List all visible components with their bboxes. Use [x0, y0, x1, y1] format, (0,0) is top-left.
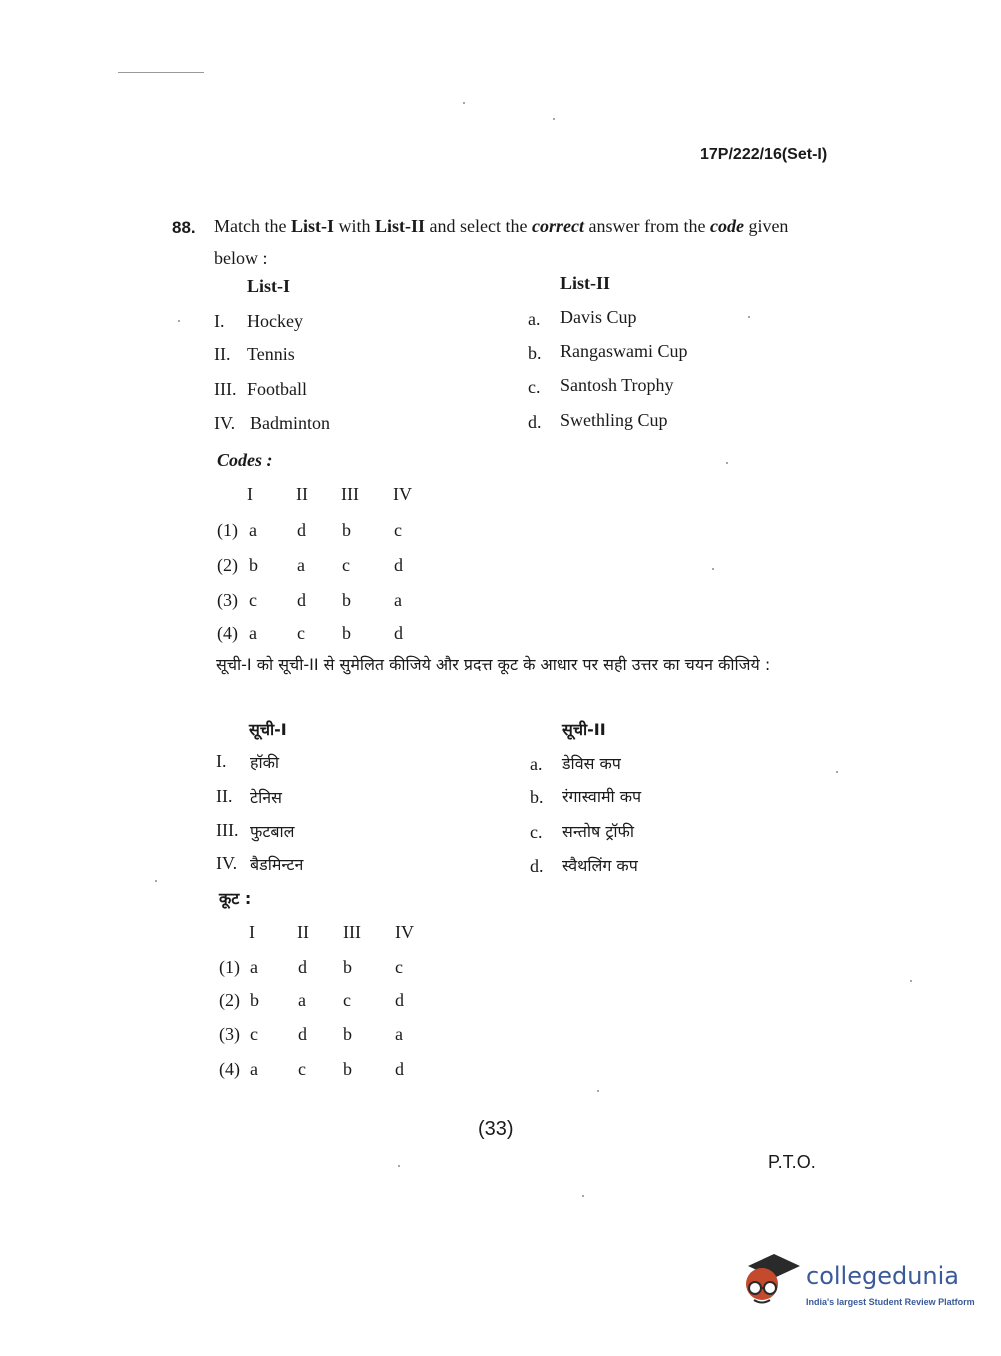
question-text-part: given below :	[214, 216, 789, 268]
code-value: b	[249, 555, 258, 575]
header-rule	[118, 72, 204, 73]
logo-tagline: India's largest Student Review Platform	[806, 1297, 975, 1307]
code-value: a	[297, 555, 305, 575]
code-value: c	[342, 555, 350, 575]
hindi-code-value: a	[298, 990, 306, 1010]
code-value: a	[394, 590, 402, 610]
code-option: (3)	[217, 590, 238, 610]
question-text-part: answer from the	[583, 216, 710, 236]
hindi-code-option: (2)	[219, 990, 240, 1010]
list2-item: Davis Cup	[560, 307, 637, 327]
question-list2-ref: List-II	[375, 216, 426, 236]
list1-num: I.	[214, 311, 225, 331]
hindi-list1-item: फुटबाल	[250, 822, 295, 841]
collegedunia-mascot-icon	[740, 1250, 804, 1310]
list2-letter: d.	[528, 412, 542, 432]
list2-letter: c.	[528, 377, 541, 397]
hindi-list2-letter: a.	[530, 754, 543, 774]
list2-letter: a.	[528, 309, 541, 329]
list1-num: IV.	[214, 413, 236, 433]
hindi-code-value: a	[395, 1024, 403, 1044]
hindi-list2-item: डेविस कप	[562, 754, 621, 773]
question-correct-word: correct	[532, 216, 584, 236]
scan-speck	[582, 1195, 584, 1197]
hindi-code-value: d	[395, 1059, 404, 1079]
hindi-list2-item: स्वैथलिंग कप	[562, 856, 638, 875]
list1-num: III.	[214, 379, 237, 399]
list2-letter: b.	[528, 343, 542, 363]
scan-speck	[553, 118, 555, 120]
hindi-list1-num: III.	[216, 820, 239, 840]
hindi-list1-title: सूची-I	[249, 720, 287, 739]
scan-speck	[712, 568, 714, 570]
hindi-code-value: c	[298, 1059, 306, 1079]
scan-speck	[748, 316, 750, 318]
scan-speck	[836, 771, 838, 773]
hindi-list1-num: IV.	[216, 853, 238, 873]
hindi-code-value: a	[250, 957, 258, 977]
question-text-part: with	[334, 216, 376, 236]
list2-item: Swethling Cup	[560, 410, 668, 430]
question-list1-ref: List-I	[290, 216, 334, 236]
question-text	[214, 210, 834, 274]
code-header: IV	[393, 484, 412, 504]
code-value: b	[342, 520, 351, 540]
list1-item: Football	[247, 379, 308, 399]
code-value: a	[249, 520, 257, 540]
hindi-list2-title: सूची-II	[562, 720, 606, 739]
pto-label: P.T.O.	[768, 1152, 816, 1172]
hindi-code-option: (3)	[219, 1024, 240, 1044]
hindi-code-value: d	[298, 957, 307, 977]
scan-speck	[463, 102, 465, 104]
code-value: b	[342, 623, 351, 643]
list1-item: Hockey	[247, 311, 303, 331]
code-header: III	[341, 484, 359, 504]
hindi-list2-letter: c.	[530, 822, 543, 842]
hindi-codes-label: कूट :	[219, 889, 252, 908]
code-value: d	[297, 520, 306, 540]
logo-wordmark: collegedunia	[806, 1262, 960, 1290]
code-option: (4)	[217, 623, 238, 643]
hindi-code-value: c	[250, 1024, 258, 1044]
question-text-part: Match the	[214, 216, 291, 236]
list2-item: Rangaswami Cup	[560, 341, 688, 361]
scan-speck	[398, 1165, 400, 1167]
hindi-list2-letter: b.	[530, 787, 544, 807]
hindi-code-value: b	[250, 990, 259, 1010]
code-value: b	[342, 590, 351, 610]
hindi-code-header: I	[249, 922, 255, 942]
code-value: d	[297, 590, 306, 610]
code-value: c	[297, 623, 305, 643]
scan-speck	[155, 880, 157, 882]
hindi-list1-item: हॉकी	[250, 753, 280, 772]
hindi-code-value: c	[343, 990, 351, 1010]
scan-speck	[597, 1090, 599, 1092]
scan-speck	[726, 462, 728, 464]
code-header: I	[247, 484, 253, 504]
code-option: (1)	[217, 520, 238, 540]
list1-item: Tennis	[247, 344, 295, 364]
hindi-code-header: II	[297, 922, 309, 942]
question-number: 88.	[172, 218, 196, 237]
code-value: d	[394, 555, 403, 575]
hindi-question-text: सूची-I को सूची-II से सुमेलित कीजिये और प्रदत्त कूट के आधार पर सही उत्तर का चयन कीजिये :	[216, 655, 771, 674]
hindi-code-option: (4)	[219, 1059, 240, 1079]
hindi-code-value: d	[298, 1024, 307, 1044]
list1-num: II.	[214, 344, 231, 364]
hindi-list1-item: टेनिस	[250, 788, 282, 807]
scan-speck	[178, 320, 180, 322]
question-text-part: and select the	[425, 216, 532, 236]
list2-item: Santosh Trophy	[560, 375, 674, 395]
code-header: II	[296, 484, 308, 504]
hindi-code-value: b	[343, 1024, 352, 1044]
hindi-code-value: b	[343, 957, 352, 977]
hindi-code-value: c	[395, 957, 403, 977]
hindi-code-option: (1)	[219, 957, 240, 977]
question-code-word: code	[709, 216, 744, 236]
scan-speck	[910, 980, 912, 982]
code-value: c	[394, 520, 402, 540]
codes-label: Codes :	[217, 450, 273, 470]
hindi-code-header: III	[343, 922, 361, 942]
code-value: d	[394, 623, 403, 643]
hindi-list1-num: II.	[216, 786, 233, 806]
code-option: (2)	[217, 555, 238, 575]
code-value: a	[249, 623, 257, 643]
hindi-list2-letter: d.	[530, 856, 544, 876]
hindi-list2-item: रंगास्वामी कप	[562, 787, 642, 806]
hindi-code-value: d	[395, 990, 404, 1010]
code-value: c	[249, 590, 257, 610]
hindi-code-value: a	[250, 1059, 258, 1079]
hindi-list1-num: I.	[216, 751, 227, 771]
list2-title: List-II	[560, 273, 611, 293]
hindi-list1-item: बैडमिन्टन	[250, 855, 304, 874]
hindi-list2-item: सन्तोष ट्रॉफी	[562, 822, 635, 841]
hindi-code-header: IV	[395, 922, 414, 942]
page-number: (33)	[478, 1118, 514, 1140]
list1-item: Badminton	[250, 413, 330, 433]
paper-code: 17P/222/16(Set-I)	[700, 146, 828, 163]
list1-title: List-I	[247, 276, 291, 296]
hindi-code-value: b	[343, 1059, 352, 1079]
